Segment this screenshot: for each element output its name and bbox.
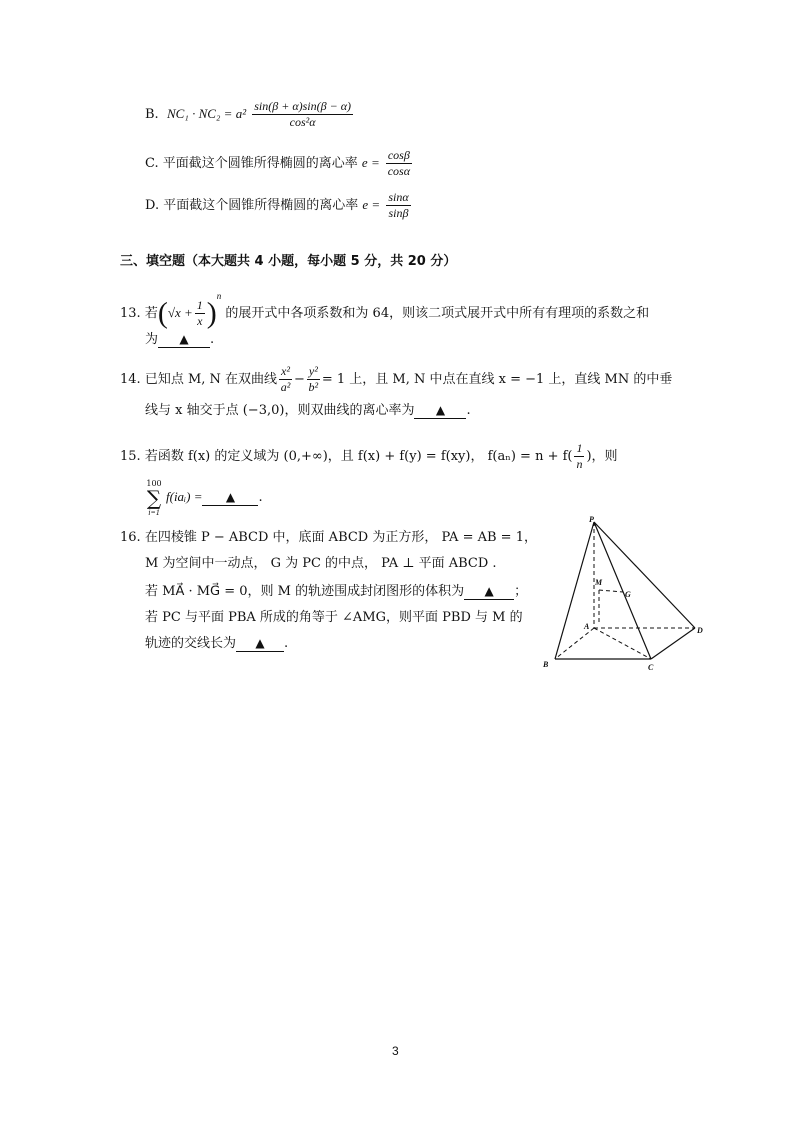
edge-ab	[555, 628, 594, 659]
q14-end: .	[466, 403, 471, 418]
q13-frac-num: 1	[196, 298, 203, 312]
q13-number: 13.	[120, 306, 141, 321]
q15-number: 15.	[120, 449, 141, 464]
option-d-text: 平面截这个圆锥所得椭圆的离心率	[163, 198, 359, 213]
q13-line2-text: 为	[145, 332, 159, 347]
q15-sum-upper: 100	[146, 479, 162, 488]
q16-answer-blank-2[interactable]: ▲	[236, 636, 284, 652]
q13-frac-den: x	[197, 314, 203, 328]
q13-expr: √x +	[167, 305, 193, 320]
q14-f2-num: y²	[308, 364, 318, 378]
q16-end: .	[284, 636, 289, 651]
q13-exponent: n	[216, 291, 222, 301]
option-d-denominator: sinβ	[388, 206, 409, 220]
segment-mg	[599, 590, 623, 592]
q15-sum-lower: i=1	[148, 508, 160, 517]
option-c	[145, 148, 414, 179]
question-16	[120, 528, 537, 548]
q13-line2	[145, 330, 214, 350]
q16-line3-end: ；	[514, 584, 528, 599]
option-d	[145, 190, 413, 221]
option-b	[145, 99, 355, 130]
label-d: D	[697, 626, 703, 635]
q16-line3	[145, 582, 527, 602]
q13-answer-blank[interactable]: ▲	[158, 332, 210, 348]
section-title: 三、填空题（本大题共 4 小题，每小题 5 分，共 20 分）	[120, 254, 457, 269]
option-b-lhs: NC₁ · NC₂ = a²	[166, 106, 247, 121]
q14-fraction-x	[279, 364, 292, 395]
q16-number: 16.	[120, 530, 141, 545]
option-c-fraction	[386, 148, 412, 179]
question-15	[120, 441, 618, 472]
q13-pre: 若	[144, 306, 158, 321]
edge-pb	[555, 522, 594, 659]
option-d-fraction	[386, 190, 410, 221]
q14-f2-den: b²	[308, 380, 319, 394]
q13-right-paren: )	[206, 296, 217, 330]
label-b: B	[543, 660, 549, 669]
q15-line2	[166, 487, 263, 508]
q15-text2: )，则	[586, 449, 618, 464]
q14-f1-den: a²	[280, 380, 291, 394]
edge-pd	[594, 522, 695, 628]
q16-line5-text: 轨迹的交线长为	[145, 636, 237, 651]
q14-text1: 已知点 M, N 在双曲线	[144, 372, 278, 387]
q14-minus: −	[293, 372, 305, 387]
option-c-letter: C.	[145, 156, 159, 171]
q14-line2	[145, 401, 471, 421]
page-number: 3	[392, 1044, 399, 1058]
q16-line4: 若 PC 与平面 PBA 所成的角等于 ∠AMG，则平面 PBD 与 M 的	[145, 610, 523, 625]
q14-number: 14.	[120, 372, 141, 387]
q15-frac-num: 1	[576, 441, 583, 455]
label-g: G	[625, 590, 631, 599]
q15-frac-den: n	[576, 457, 583, 471]
q15-end: .	[258, 490, 263, 505]
q13-text: 的展开式中各项系数和为 64，则该二项式展开式中所有有理项的系数之和	[225, 306, 650, 321]
label-p: P	[589, 515, 594, 524]
option-d-eq: e =	[362, 197, 381, 212]
q15-text1: 若函数 f(x) 的定义域为 (0,+∞)，且 f(x) + f(y) = f(xy)， f(aₙ) = n + f(	[144, 449, 573, 464]
option-c-denominator: cosα	[387, 164, 410, 178]
option-d-numerator: sinα	[388, 190, 409, 204]
q16-line3-text: 若 MA⃗ · MG⃗ = 0，则 M 的轨迹围成封闭图形的体积为	[145, 584, 465, 599]
q16-line2: M 为空间中一动点， G 为 PC 的中点， PA ⊥ 平面 ABCD .	[145, 556, 497, 571]
q15-answer-blank[interactable]: ▲	[202, 490, 258, 506]
option-c-text: 平面截这个圆锥所得椭圆的离心率	[162, 156, 358, 171]
q14-f1-num: x²	[281, 364, 290, 378]
q14-text2: = 1 上，且 M, N 中点在直线 x = −1 上，直线 MN 的中垂	[321, 372, 673, 387]
option-c-numerator: cosβ	[387, 148, 410, 162]
option-b-letter: B.	[145, 107, 159, 122]
q15-fraction	[574, 441, 584, 472]
q16-line1: 在四棱锥 P − ABCD 中，底面 ABCD 为正方形， PA = AB = 1，	[144, 530, 537, 545]
label-m: M	[595, 578, 603, 587]
option-b-numerator: sin(β + α)sin(β − α)	[254, 99, 351, 113]
q16-answer-blank-1[interactable]: ▲	[464, 584, 514, 600]
option-d-letter: D.	[145, 198, 160, 213]
option-c-eq: e =	[361, 155, 380, 170]
segment-ac	[594, 628, 651, 659]
edge-cd	[651, 628, 695, 659]
label-c: C	[648, 663, 654, 672]
question-14	[120, 364, 672, 395]
option-b-denominator: cos²α	[289, 115, 316, 129]
pyramid-figure	[535, 512, 715, 677]
q13-end: .	[210, 332, 215, 347]
q16-line5	[145, 634, 288, 654]
q14-fraction-y	[307, 364, 320, 395]
q13-left-paren: (	[157, 296, 168, 330]
q15-summation	[144, 479, 164, 517]
q13-fraction	[195, 298, 205, 329]
q15-sum-expr: f(iaᵢ) =	[166, 489, 203, 504]
question-13	[120, 286, 649, 329]
q15-sum-sign: ∑	[146, 486, 162, 510]
label-a: A	[584, 622, 590, 631]
option-b-fraction	[252, 99, 353, 130]
q14-answer-blank[interactable]: ▲	[414, 403, 466, 419]
q14-line2-text: 线与 x 轴交于点 (−3,0)，则双曲线的离心率为	[145, 403, 415, 418]
